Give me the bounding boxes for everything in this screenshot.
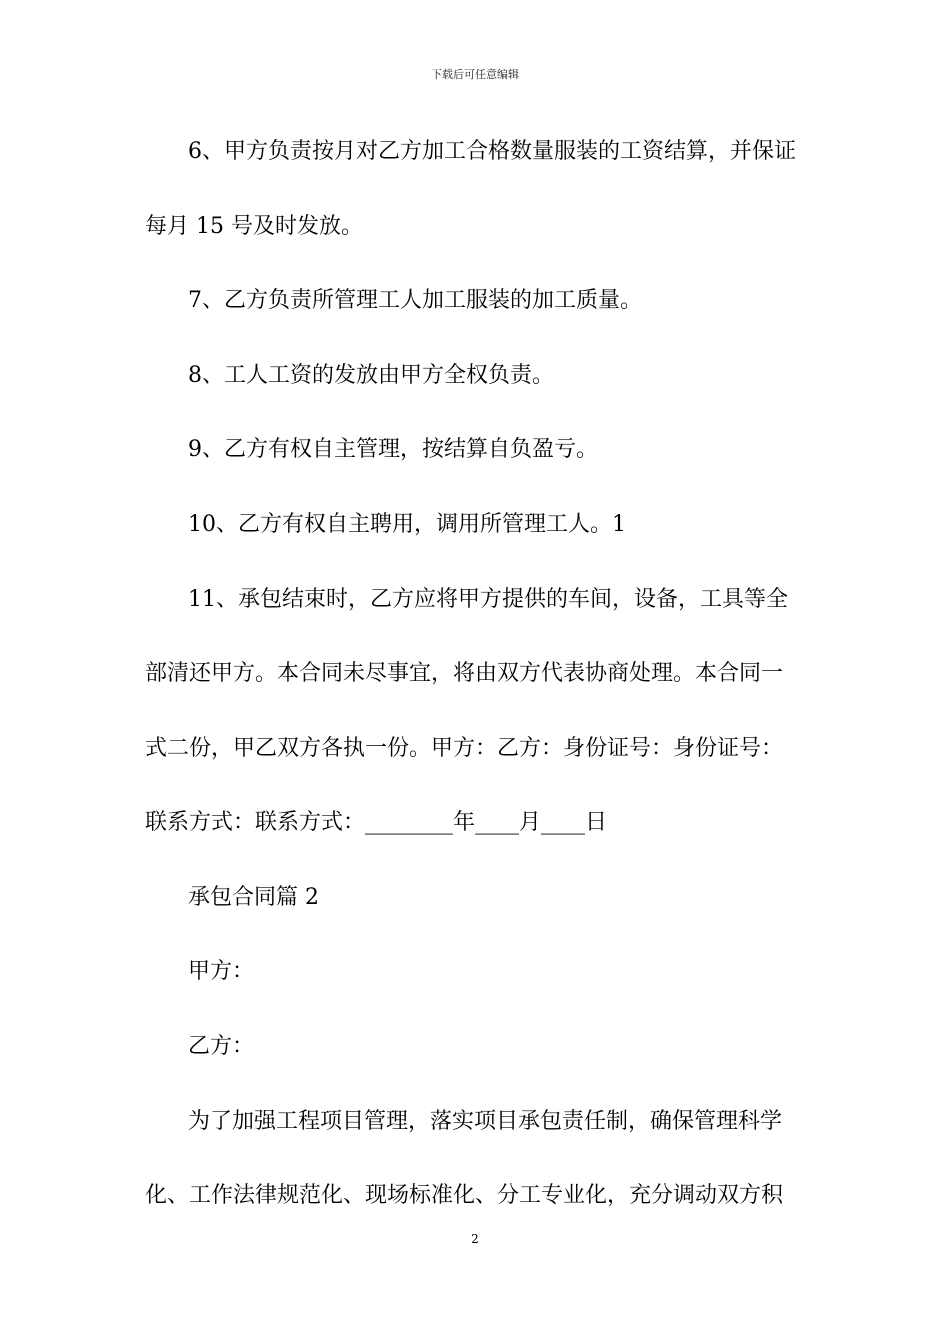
paragraph-line: 联系方式：联系方式：________年____月____日: [145, 810, 608, 835]
paragraph-line: 式二份，甲乙双方各执一份。甲方：乙方：身份证号：身份证号：: [145, 736, 784, 761]
paragraph-line: 8、工人工资的发放由甲方全权负责。: [188, 363, 554, 388]
paragraph-line: 部清还甲方。本合同未尽事宜，将由双方代表协商处理。本合同一: [145, 661, 784, 686]
paragraph-line: 化、工作法律规范化、现场标准化、分工专业化，充分调动双方积: [145, 1183, 784, 1208]
paragraph-line: 7、乙方负责所管理工人加工服装的加工质量。: [188, 288, 642, 313]
paragraph-line: 10、乙方有权自主聘用，调用所管理工人。1: [188, 512, 626, 537]
paragraph-line: 9、乙方有权自主管理，按结算自负盈亏。: [188, 437, 598, 462]
paragraph-line: 为了加强工程项目管理，落实项目承包责任制，确保管理科学: [188, 1109, 783, 1134]
page-header: 下载后可任意编辑: [431, 68, 519, 81]
party-a-label: 甲方：: [188, 959, 255, 984]
paragraph-line: 每月 15 号及时发放。: [145, 214, 363, 239]
paragraph-line: 6、甲方负责按月对乙方加工合格数量服装的工资结算，并保证: [188, 139, 796, 164]
page-number: 2: [471, 1232, 479, 1246]
party-b-label: 乙方：: [188, 1034, 255, 1059]
paragraph-line: 11、承包结束时，乙方应将甲方提供的车间，设备，工具等全: [188, 587, 788, 612]
section-heading: 承包合同篇 2: [188, 885, 319, 910]
